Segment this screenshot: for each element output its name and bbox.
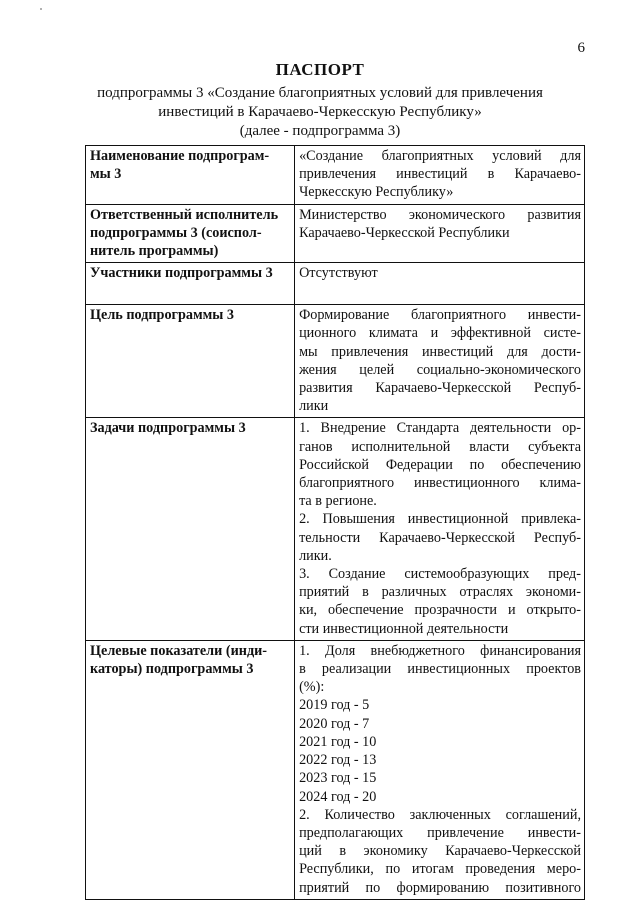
table-row-subprogram-name	[86, 146, 585, 205]
label-line: Целевые показатели (инди-	[90, 642, 268, 659]
table-row-tasks	[86, 418, 585, 640]
value-line: Формирование благоприятного инвести-	[299, 307, 581, 324]
value-line: ций в экономику Карачаево-Черкесской	[299, 843, 581, 860]
row-label-participants	[86, 263, 295, 305]
row-label-responsible-executor	[86, 204, 295, 263]
value-line: приятий в различных отраслях экономи-	[299, 584, 581, 601]
value-line: 1. Внедрение Стандарта деятельности ор-	[299, 420, 581, 437]
label-line: подпрограммы 3 (соиспол-	[90, 224, 262, 241]
row-value-participants	[295, 263, 585, 305]
value-line: 2020 год - 7	[299, 715, 370, 732]
table-row-participants	[86, 263, 585, 305]
label-line: Задачи подпрограммы 3	[90, 420, 246, 437]
subtitle-line-3: (далее - подпрограмма 3)	[239, 123, 401, 139]
value-line: развития Карачаево-Черкесской Респуб-	[299, 380, 581, 397]
label-line: Наименование подпрограм-	[90, 148, 270, 164]
label-line: каторы) подпрограммы 3	[90, 661, 254, 678]
value-line: приятий по формированию позитивного	[299, 879, 581, 896]
value-line: 2019 год - 5	[299, 697, 370, 714]
subtitle-line-1: подпрограммы 3 «Создание благоприятных условий для привлечения	[97, 85, 543, 101]
value-line: Министерство экономического развития	[299, 206, 581, 223]
value-line: 3. Создание системообразующих пред-	[299, 566, 581, 583]
value-line: привлечения инвестиций в Карачаево-	[299, 166, 581, 183]
value-line: в реализации инвестиционных проектов	[299, 661, 581, 678]
value-line: лики	[299, 398, 329, 415]
value-line: 2. Повышения инвестиционной привлека-	[299, 511, 581, 528]
table-row-responsible-executor	[86, 204, 585, 263]
value-line: Отсутствуют	[299, 265, 378, 282]
row-value-responsible-executor	[295, 204, 585, 263]
row-label-subprogram-name	[86, 146, 295, 205]
title-block	[0, 60, 640, 141]
value-line: 2023 год - 15	[299, 770, 377, 787]
row-value-goal	[295, 305, 585, 418]
value-line: мы привлечения инвестиций для дости-	[299, 343, 581, 360]
row-label-tasks	[86, 418, 295, 640]
label-line: нитель программы)	[90, 243, 219, 260]
value-line: ционного климата и эффективной систе-	[299, 325, 581, 342]
value-line: Российской Федерации по обеспечению	[299, 456, 581, 473]
table-row-target-indicators	[86, 640, 585, 899]
value-line: благоприятного инвестиционного клима-	[299, 475, 581, 492]
label-line: Цель подпрограммы 3	[90, 307, 235, 324]
table-row-goal	[86, 305, 585, 418]
label-line: Участники подпрограммы 3	[90, 265, 273, 282]
value-line: жения целей социально-экономического	[299, 361, 581, 378]
scan-mark	[40, 8, 42, 10]
subtitle-line-2: инвестиций в Карачаево-Черкесскую Республику»	[158, 104, 482, 120]
passport-table	[85, 145, 585, 900]
value-line: тельности Карачаево-Черкесской Респуб-	[299, 529, 581, 546]
row-value-subprogram-name	[295, 146, 585, 205]
row-value-target-indicators	[295, 640, 585, 899]
value-line: Карачаево-Черкесской Республики	[299, 224, 510, 241]
value-line: «Создание благоприятных условий для	[299, 148, 581, 164]
value-line: 2024 год - 20	[299, 788, 377, 805]
value-line: Республики, по итогам проведения меро-	[299, 861, 581, 878]
value-line: сти инвестиционной деятельности	[299, 620, 509, 637]
value-line: ганов исполнительной власти субъекта	[299, 438, 581, 455]
row-value-tasks	[295, 418, 585, 640]
label-line: мы 3	[90, 166, 122, 183]
label-line: Ответственный исполнитель	[90, 206, 279, 223]
value-line: 2022 год - 13	[299, 752, 377, 769]
value-line: 2. Количество заключенных соглашений,	[299, 806, 581, 823]
value-line: та в регионе.	[299, 493, 377, 510]
value-line: 2021 год - 10	[299, 733, 377, 750]
value-line: предполагающих привлечение инвести-	[299, 824, 581, 841]
value-line: Черкесскую Республику»	[299, 184, 454, 201]
value-line: лики.	[299, 547, 332, 564]
page-number: 6	[577, 40, 585, 56]
value-line: ки, обеспечение прозрачности и открыто-	[299, 602, 581, 619]
document-title: ПАСПОРТ	[275, 60, 365, 79]
row-label-target-indicators	[86, 640, 295, 899]
value-line: 1. Доля внебюджетного финансирования	[299, 642, 581, 659]
row-label-goal	[86, 305, 295, 418]
value-line: (%):	[299, 679, 325, 696]
